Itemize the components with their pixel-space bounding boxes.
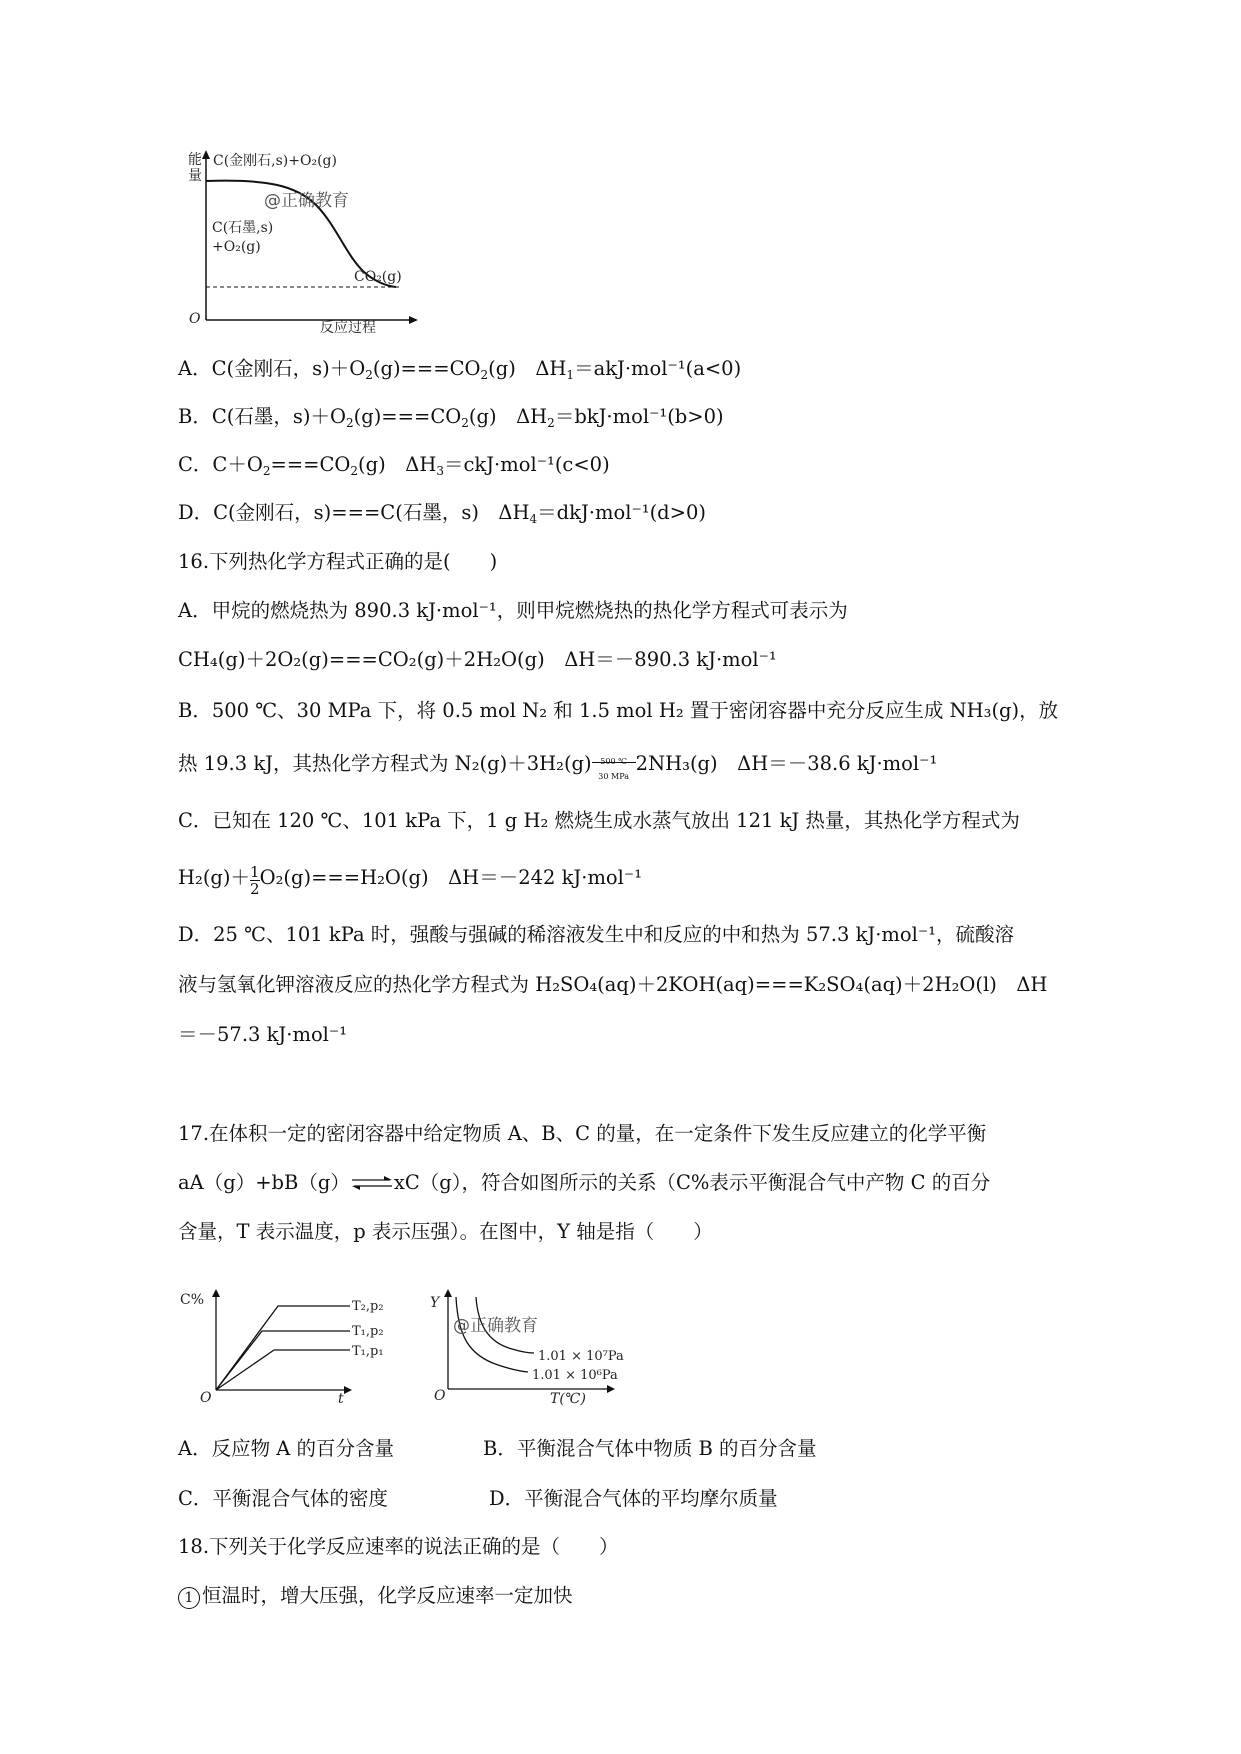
curve-label-t1p1: T₁,p₁ bbox=[352, 1344, 384, 1359]
q18-item-1: 1 恒温时，增大压强，化学反应速率一定加快 bbox=[178, 1583, 573, 1609]
reaction-progress-label: 反应过程 bbox=[320, 320, 376, 335]
one-half-fraction: $\frac{1}{2}$ bbox=[250, 863, 260, 898]
c-percent-axis-label: C% bbox=[180, 1292, 205, 1308]
q17-line1: 17.在体积一定的密闭容器中给定物质 A、B、C 的量，在一定条件下发生反应建立的化学平衡 bbox=[178, 1122, 987, 1145]
diamond-level-label: C(金刚石,s)+O₂(g) bbox=[213, 153, 337, 169]
graphite-level-label-2: +O₂(g) bbox=[212, 239, 261, 255]
curve-label-t1p2: T₁,p₂ bbox=[352, 1324, 384, 1339]
curve-label-t2p2: T₂,p₂ bbox=[352, 1299, 384, 1314]
origin-label: O bbox=[434, 1388, 446, 1404]
watermark: @正确教育 bbox=[453, 1316, 538, 1336]
q17-option-b: B．平衡混合气体中物质 B 的百分含量 bbox=[483, 1437, 817, 1460]
q16-option-d-line1: D．25 ℃、101 kPa 时，强酸与强碱的稀溶液发生中和反应的中和热为 57.3 kJ·mol⁻¹，硫酸溶 bbox=[178, 923, 1014, 946]
y-axis-label: Y bbox=[430, 1295, 440, 1311]
energy-axis-label-bottom: 量 bbox=[188, 168, 202, 184]
graphite-level-label-1: C(石墨,s) bbox=[212, 220, 274, 236]
q18-stem: 18.下列关于化学反应速率的说法正确的是（ ） bbox=[178, 1535, 619, 1558]
q17-option-c: C．平衡混合气体的密度 bbox=[178, 1487, 388, 1510]
product-label: CO₂(g) bbox=[354, 269, 402, 285]
q16-option-b-line1: B．500 ℃、30 MPa 下，将 0.5 mol N₂ 和 1.5 mol H₂ 置于密闭容器中充分反应生成 NH₃(g)，放 bbox=[178, 699, 1059, 722]
q16-option-c-line2: H₂(g)＋ $\frac{1}{2}$ O₂(g)===H₂O(g) ΔH＝－242 kJ·mol⁻¹ bbox=[178, 863, 643, 898]
q16-option-d-line2: 液与氢氧化钾溶液反应的热化学方程式为 H₂SO₄(aq)＋2KOH(aq)===K₂SO₄(aq)＋2H₂O(l) ΔH bbox=[178, 973, 1048, 996]
q16-option-a-line1: A．甲烷的燃烧热为 890.3 kJ·mol⁻¹，则甲烷燃烧热的热化学方程式可表示为 bbox=[178, 599, 848, 622]
energy-diagram bbox=[186, 150, 426, 335]
q16-stem: 16.下列热化学方程式正确的是( ) bbox=[178, 550, 498, 573]
q15-option-c: C．$C+O_2===CO_2(g)$ $\Delta H_3=ckJ\cdot mol^{-1}(c<0)$ bbox=[178, 453, 610, 478]
q15-option-d: D．C(金刚石，s)===C(石墨，s) $\Delta H_4=dkJ\cdot mol^{-1}(d>0)$ bbox=[178, 501, 707, 526]
reaction-condition: 500 ℃ 30 MPa bbox=[592, 752, 636, 774]
q16-option-d-line3: ＝－57.3 kJ·mol⁻¹ bbox=[178, 1023, 348, 1046]
q16-option-b-line2: 热 19.3 kJ，其热化学方程式为 N₂(g)＋3H₂(g) 500 ℃ 30 MPa 2NH₃(g) ΔH＝－38.6 kJ·mol⁻¹ bbox=[178, 752, 938, 781]
origin-label: O bbox=[200, 1390, 212, 1405]
q16-option-c-line1: C．已知在 120 ℃、101 kPa 下，1 g H₂ 燃烧生成水蒸气放出 121 kJ 热量，其热化学方程式为 bbox=[178, 809, 1020, 832]
curve-label-low-pressure: 1.01 × 10⁶Pa bbox=[532, 1368, 618, 1383]
temperature-axis-label: T(℃) bbox=[550, 1391, 586, 1407]
time-axis-label: t bbox=[338, 1391, 344, 1405]
equilibrium-arrow-icon bbox=[350, 1176, 394, 1190]
q16-option-a-line2: CH₄(g)＋2O₂(g)===CO₂(g)＋2H₂O(g) ΔH＝－890.3 kJ·mol⁻¹ bbox=[178, 648, 777, 671]
q17-line3: 含量，T 表示温度，p 表示压强）。在图中，Y 轴是指（ ） bbox=[178, 1220, 713, 1243]
circled-number: 1 bbox=[178, 1587, 200, 1609]
q17-line2: aA（g）+bB（g） xC（g），符合如图所示的关系（C%表示平衡混合气中产物 C 的百分 bbox=[178, 1171, 991, 1194]
q17-option-d: D．平衡混合气体的平均摩尔质量 bbox=[489, 1487, 778, 1510]
energy-axis-label-top: 能 bbox=[188, 152, 202, 168]
y-vs-temperature-graph bbox=[430, 1285, 650, 1408]
watermark: @正确教育 bbox=[264, 191, 349, 211]
origin-label: O bbox=[189, 311, 201, 327]
q15-option-a: A．C(金刚石，$s)+O_2(g)===CO_2(g)$ $\Delta H_1=akJ\cdot mol^{-1}(a<0)$ bbox=[178, 357, 742, 382]
q15-option-b: B．C(石墨，$s)+O_2(g)===CO_2(g)$ $\Delta H_2=bkJ\cdot mol^{-1}(b>0)$ bbox=[178, 405, 724, 430]
q17-option-a: A．反应物 A 的百分含量 bbox=[178, 1437, 395, 1460]
c-percent-vs-time-graph bbox=[180, 1285, 405, 1405]
curve-label-high-pressure: 1.01 × 10⁷Pa bbox=[538, 1349, 624, 1364]
